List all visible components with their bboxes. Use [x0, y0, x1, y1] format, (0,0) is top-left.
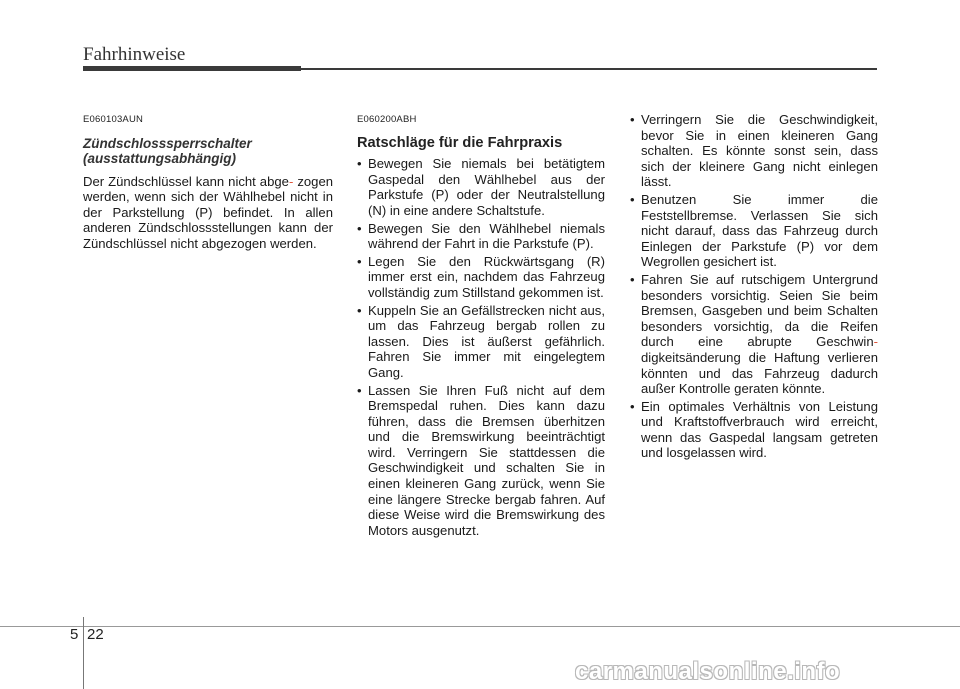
section-body	[83, 174, 333, 252]
header-bar-thick	[83, 66, 301, 71]
footer-rule	[0, 626, 960, 627]
list-item: • Benutzen Sie immer die Feststellbremse. Verlassen Sie sich nicht darauf, dass das Fahrzeug durch Einlegen der Parkstufe (P) vor dem Wegrollen gesichert ist.	[630, 192, 878, 270]
body-part-b: zogen werden, wenn sich der Wählhebel nicht in der Parkstellung (P) befindet. In allen anderen Zündschlossstellungen kann der Zündschlüssel nicht abgezogen werden.	[83, 173, 334, 251]
page-header-title: Fahrhinweise	[83, 44, 186, 65]
page-number: 22	[87, 626, 104, 643]
list-item-part-b: digkeitsänderung die Haftung verlieren könnten und das Fahrzeug dadurch außer Kontrolle geraten könnte.	[641, 349, 878, 397]
list-item: • Verringern Sie die Geschwindigkeit, bevor Sie in einen kleineren Gang schalten. Es könnte sonst sein, dass sich der kleinere Gang nicht einlegen lässt.	[630, 112, 878, 190]
list-item: • Legen Sie den Rückwärtsgang (R) immer erst ein, nachdem das Fahrzeug vollständig zum Stillstand gekommen ist.	[357, 254, 605, 301]
section-heading: Ratschläge für die Fahrpraxis	[357, 134, 563, 151]
list-item	[630, 272, 878, 397]
tips-list	[630, 112, 878, 461]
column-right	[630, 112, 878, 463]
subtitle-line-1: Zündschlosssperrschalter	[83, 135, 252, 151]
section-subtitle	[83, 136, 333, 166]
list-item: • Bewegen Sie niemals bei betätigtem Gaspedal den Wählhebel aus der Parkstufe (P) oder der Neutralstellung (N) in eine andere Schaltstufe.	[357, 156, 605, 218]
tips-list	[357, 156, 605, 538]
header-bar-thin	[301, 68, 877, 70]
column-left	[83, 112, 333, 252]
watermark: carmanualsonline.info	[575, 658, 841, 685]
section-number: 5	[70, 626, 79, 643]
list-item: • Ein optimales Verhältnis von Leistung und Kraftstoffverbrauch wird erreicht, wenn das Gaspedal langsam getreten und losgelassen wird.	[630, 399, 878, 461]
list-item-part-a: Fahren Sie auf rutschigem Untergrund besonders vorsichtig. Seien Sie beim Bremsen, Gasgeben und beim Schalten besonders vorsichtig, da die Reifen durch eine abrupte Geschwin	[641, 271, 878, 350]
section-code: E060103AUN	[83, 114, 144, 125]
list-item: • Bewegen Sie den Wählhebel niemals während der Fahrt in die Parkstufe (P).	[357, 221, 605, 252]
soft-hyphen: -	[288, 173, 294, 189]
subtitle-line-2: (ausstattungsabhängig)	[83, 150, 237, 166]
section-code: E060200ABH	[357, 114, 417, 125]
body-part-a: Der Zündschlüssel kann nicht abge	[83, 173, 289, 189]
column-middle	[357, 112, 605, 540]
list-item: • Kuppeln Sie an Gefällstrecken nicht aus, um das Fahrzeug bergab rollen zu lassen. Dies ist äußerst gefährlich. Fahren Sie immer mit eingelegtem Gang.	[357, 303, 605, 381]
soft-hyphen: -	[873, 334, 878, 350]
footer-divider	[83, 617, 84, 689]
list-item: • Lassen Sie Ihren Fuß nicht auf dem Bremspedal ruhen. Dies kann dazu führen, dass die Bremsen überhitzen und die Bremswirkung beeinträchtigt wird. Verringern Sie stattdessen die Geschwindigkeit und schalten Sie in einen kleineren Gang zurück, wenn Sie eine längere Strecke bergab fahren. Auf diese Weise wird die Bremswirkung des Motors ausgenutzt.	[357, 383, 605, 539]
